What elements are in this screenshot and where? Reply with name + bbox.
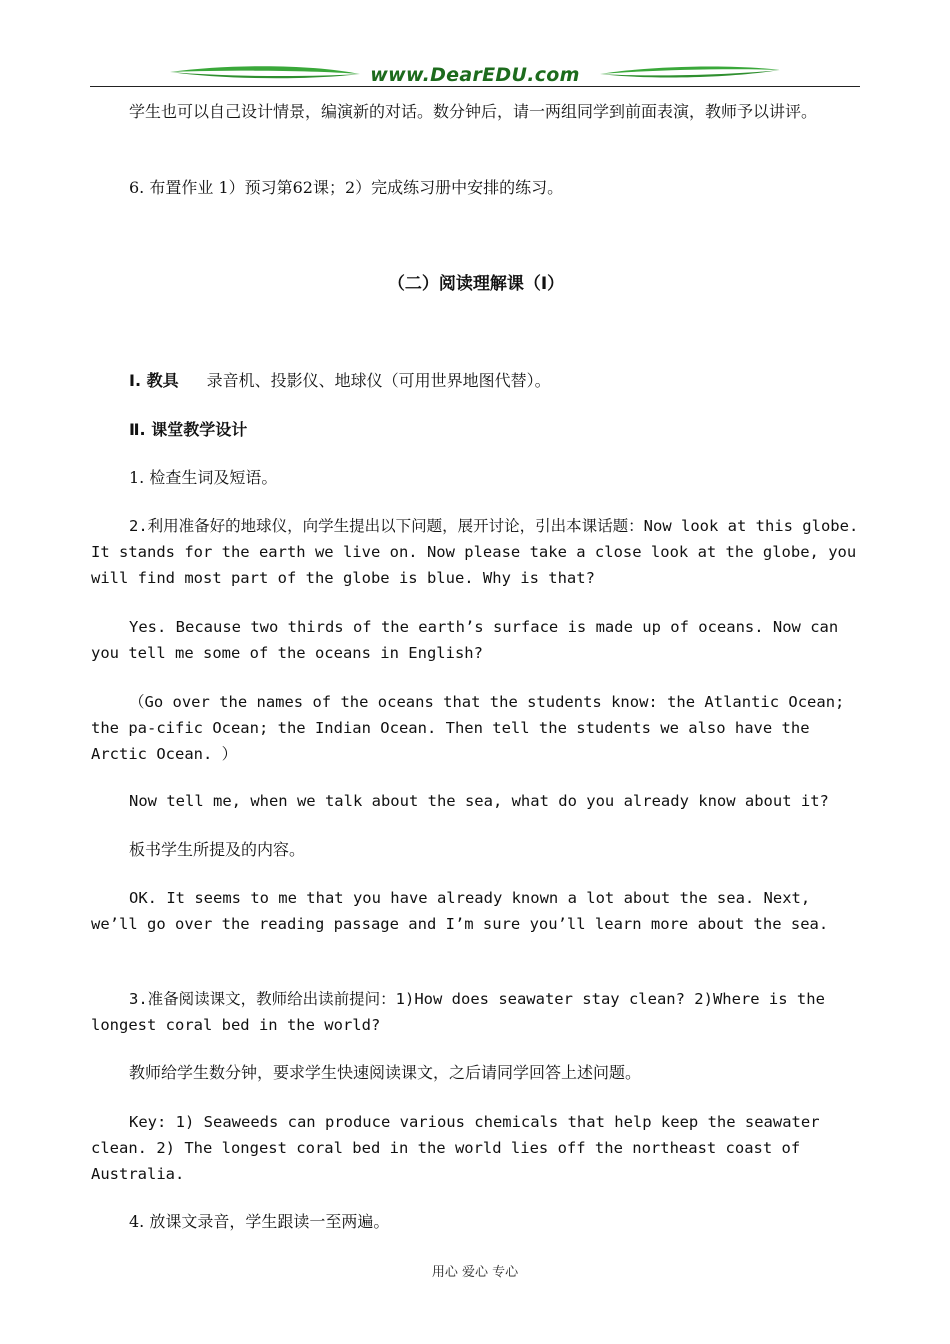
site-logo-text: www.DearEDU.com — [370, 64, 580, 86]
step-3-key: Key: 1) Seaweeds can produce various chemicals that help keep the seawater clean. 2) The longest coral bed in the world lies off the northeast coast of Australia. — [91, 1113, 820, 1183]
paragraph-homework: 6. 布置作业 1）预习第62课；2）完成练习册中安排的练习。 — [129, 178, 564, 197]
page-footer: 用心 爱心 专心 — [431, 1265, 519, 1280]
step-1: 1. 检查生词及短语。 — [129, 468, 278, 487]
item-teaching-aids — [91, 368, 861, 394]
step-4: 4. 放课文录音，学生跟读一至两遍。 — [129, 1212, 390, 1231]
step-3-instruction: 教师给学生数分钟，要求学生快速阅读课文，之后请同学回答上述问题。 — [129, 1063, 642, 1082]
header-divider — [90, 86, 860, 87]
paragraph-intro: 学生也可以自己设计情景，编演新的对话。数分钟后，请一两组同学到前面表演，教师予以讲评。 — [129, 102, 818, 121]
step-2-answer: Yes. Because two thirds of the earth’s surface is made up of oceans. Now can you tell me some of the oceans in English? — [91, 618, 839, 662]
step-2-question: Now tell me, when we talk about the sea, what do you already know about it? — [129, 792, 829, 810]
step-2-oceans: （Go over the names of the oceans that the students know: the Atlantic Ocean; the pa-cific Ocean; the Indian Ocean. Then tell the students we also have the Arctic Ocean. ） — [91, 693, 845, 763]
item-teaching-aids-label: Ⅰ. 教具 — [129, 371, 179, 390]
item-class-design: Ⅱ. 课堂教学设计 — [129, 420, 248, 439]
step-2-board: 板书学生所提及的内容。 — [129, 840, 306, 859]
step-2-transition: OK. It seems to me that you have already known a lot about the sea. Next, we’ll go over the reading passage and I’m sure you’ll learn more about the sea. — [91, 889, 829, 933]
step-3: 3.准备阅读课文，教师给出读前提问：1)How does seawater stay clean? 2)Where is the longest coral bed in the world? — [91, 990, 825, 1034]
section-title: （二）阅读理解课（Ⅰ） — [387, 274, 565, 294]
step-2: 2.利用准备好的地球仪，向学生提出以下问题，展开讨论，引出本课话题：Now look at this globe. It stands for the earth we live on. Now please take a close look at the globe, you will find most part of the globe is blue. Why is that? — [91, 517, 859, 587]
item-teaching-aids-text: 录音机、投影仪、地球仪（可用世界地图代替）。 — [206, 371, 551, 390]
